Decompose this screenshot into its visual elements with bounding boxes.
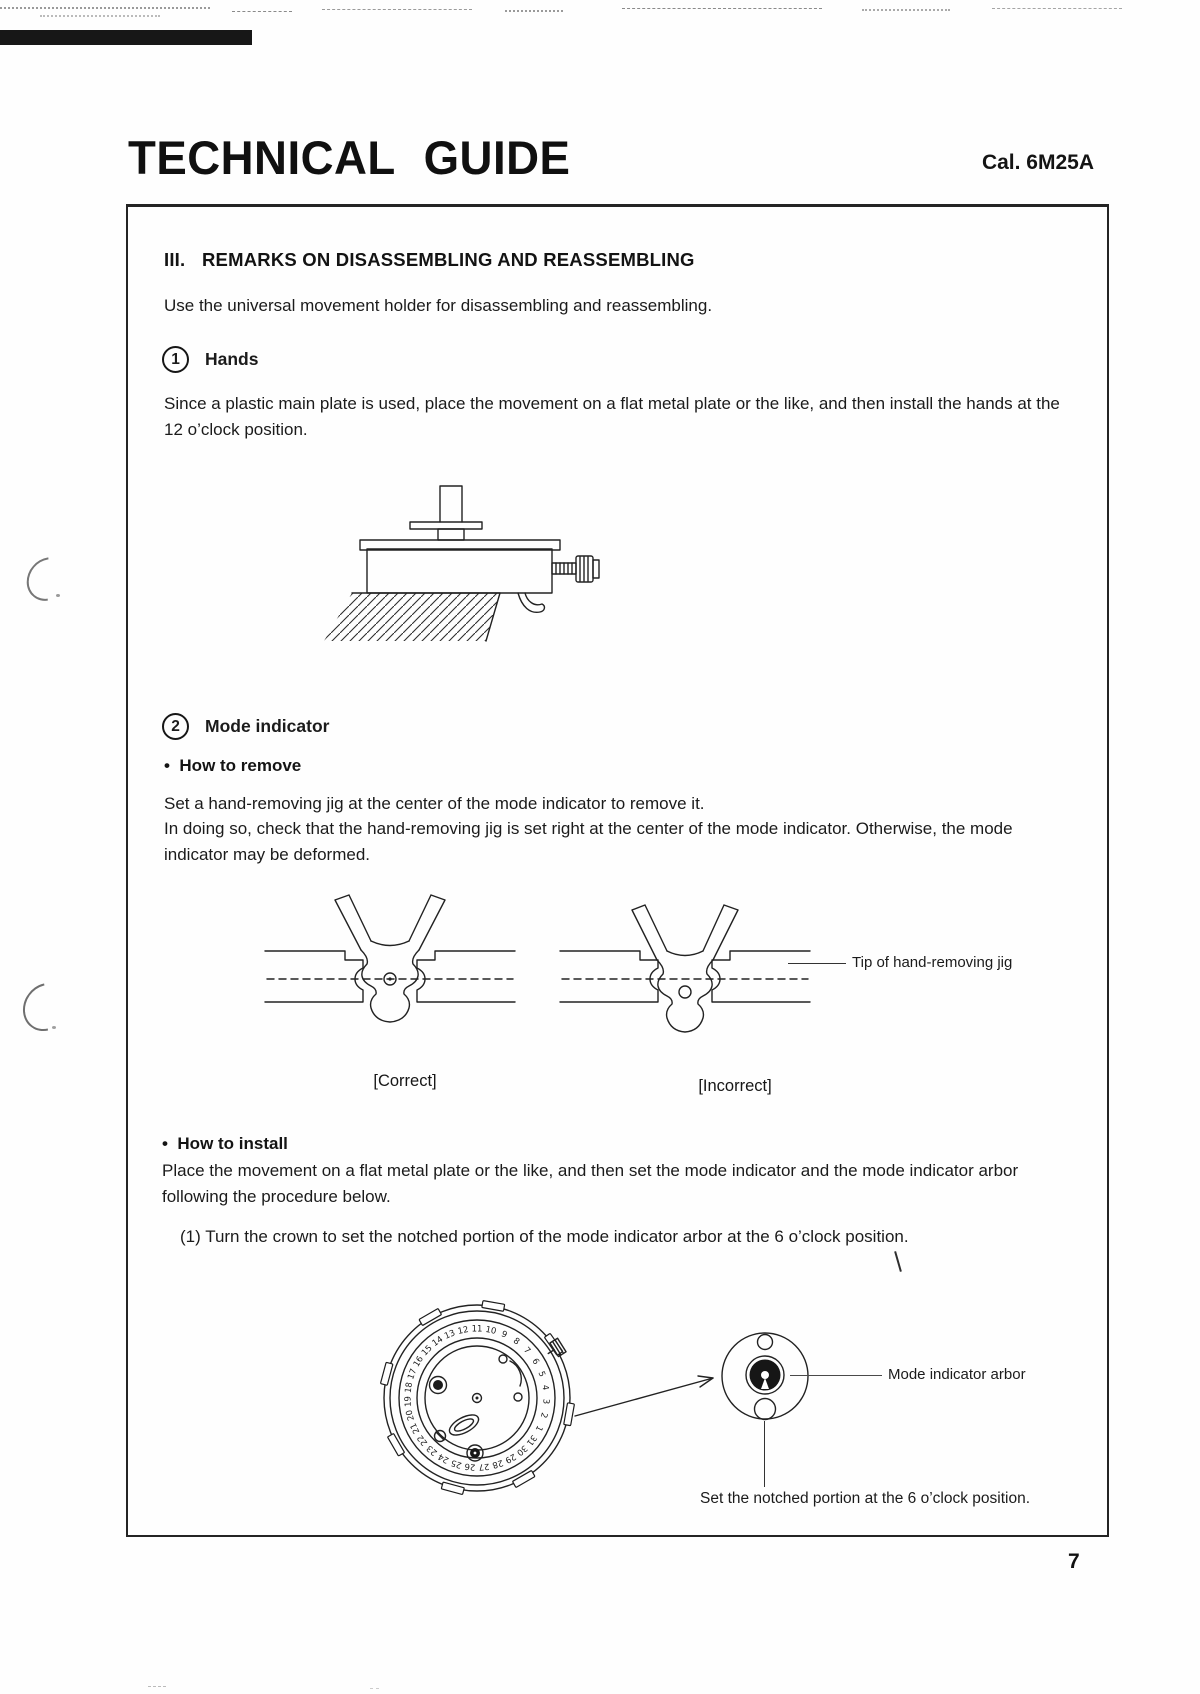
install-step-1: (1) Turn the crown to set the notched portion of the mode indicator arbor at the 6 o’clock position. <box>180 1227 909 1246</box>
svg-text:31: 31 <box>523 1432 539 1448</box>
svg-text:20: 20 <box>404 1408 417 1422</box>
plate-section-left <box>560 951 658 1002</box>
jig-tip-hole <box>679 986 691 998</box>
svg-text:14: 14 <box>430 1334 446 1349</box>
svg-text:2: 2 <box>537 1411 549 1420</box>
svg-text:5: 5 <box>535 1369 547 1379</box>
section-intro: Use the universal movement holder for disassembling and reassembling. <box>164 296 713 315</box>
svg-text:17: 17 <box>406 1367 420 1382</box>
holder-body <box>367 549 552 593</box>
six-oclock-hole <box>755 1399 776 1420</box>
scan-artifact <box>862 9 950 11</box>
svg-text:9: 9 <box>499 1329 509 1341</box>
svg-text:16: 16 <box>411 1354 426 1370</box>
remove-paragraph-line2: In doing so, check that the hand-removing jig is set right at the center of the mode indicator. Otherwise, the mode indicator may be deformed. <box>164 819 1013 864</box>
scan-artifact <box>370 1688 379 1689</box>
svg-text:24: 24 <box>436 1450 451 1465</box>
tip-leader-line <box>788 963 846 964</box>
svg-text:19: 19 <box>403 1395 414 1408</box>
hand-removing-jig <box>335 895 445 1022</box>
movement-date-ring <box>380 1301 574 1495</box>
svg-text:27: 27 <box>478 1460 490 1472</box>
step-mode-indicator-heading <box>162 713 329 740</box>
scan-artifact <box>148 1686 166 1687</box>
scan-artifact <box>622 8 822 9</box>
jig-correct-figure <box>265 888 515 1038</box>
scan-artifact <box>232 11 292 12</box>
svg-text:13: 13 <box>443 1328 457 1342</box>
section-title: REMARKS ON DISASSEMBLING AND REASSEMBLING <box>202 249 695 270</box>
top-hole <box>758 1335 773 1350</box>
svg-text:23: 23 <box>425 1442 440 1458</box>
svg-text:6: 6 <box>529 1356 541 1367</box>
scan-black-bar <box>0 30 252 45</box>
scan-artifact <box>18 549 78 610</box>
svg-text:25: 25 <box>449 1456 464 1470</box>
threaded-shaft <box>552 563 576 574</box>
svg-text:12: 12 <box>456 1324 470 1337</box>
scan-artifact <box>505 10 563 12</box>
hand-setting-post <box>440 486 462 522</box>
svg-text:1: 1 <box>532 1423 545 1433</box>
content-box <box>126 204 1109 1537</box>
plate-section-left <box>265 951 363 1002</box>
section-number: III. <box>164 249 186 270</box>
svg-text:15: 15 <box>419 1343 435 1359</box>
svg-text:10: 10 <box>484 1324 498 1337</box>
svg-text:22: 22 <box>415 1432 431 1448</box>
svg-text:26: 26 <box>464 1460 476 1472</box>
svg-text:30: 30 <box>514 1442 529 1458</box>
svg-text:4: 4 <box>539 1384 551 1392</box>
svg-text:7: 7 <box>521 1345 533 1357</box>
incorrect-label: [Incorrect] <box>698 1077 772 1095</box>
hand-setting-flange <box>410 522 482 529</box>
tip-of-jig-label: Tip of hand-removing jig <box>852 954 1013 971</box>
jig-incorrect-figure <box>560 888 810 1038</box>
svg-text:8: 8 <box>511 1336 522 1348</box>
svg-text:29: 29 <box>503 1450 518 1465</box>
pointer-arrow <box>565 1366 725 1422</box>
hand-removing-jig <box>632 905 738 1032</box>
bullet-icon: • <box>164 756 170 775</box>
holder-hook <box>518 593 544 612</box>
caption-leader-line <box>764 1421 765 1487</box>
page-number: 7 <box>1068 1550 1080 1573</box>
caliber-label: Cal. 6M25A <box>981 151 1094 174</box>
movement-parts <box>430 1355 523 1461</box>
movement-holder-figure <box>322 471 612 641</box>
hands-paragraph: Since a plastic main plate is used, place the movement on a flat metal plate or the like, and then install the hands at the 12 o’clock position. <box>164 394 1060 439</box>
scan-artifact <box>52 1026 56 1029</box>
scan-artifact <box>56 594 60 597</box>
step-2-badge: 2 <box>162 713 189 740</box>
step-1-label: Hands <box>205 349 259 369</box>
correct-label: [Correct] <box>373 1072 437 1090</box>
arbor-label: Mode indicator arbor <box>888 1366 1026 1383</box>
step-hands-heading <box>162 346 258 373</box>
svg-text:18: 18 <box>403 1381 416 1394</box>
scan-artifact <box>14 974 79 1040</box>
svg-text:28: 28 <box>490 1456 505 1470</box>
scan-artifact <box>0 7 210 9</box>
arbor-leader-line <box>790 1375 882 1376</box>
svg-text:3: 3 <box>540 1398 551 1405</box>
plate-section-right <box>417 951 515 1002</box>
arbor-detail-figure <box>708 1328 824 1428</box>
svg-text:11: 11 <box>471 1324 483 1335</box>
install-paragraph: Place the movement on a flat metal plate or the like, and then set the mode indicator and the mode indicator arbor following the procedure below. <box>162 1161 1019 1206</box>
scan-artifact <box>40 15 160 17</box>
bullet-icon: • <box>162 1134 168 1153</box>
step-1-badge: 1 <box>162 346 189 373</box>
page-title: TECHNICAL GUIDE <box>128 131 571 184</box>
plate-section-right <box>712 951 810 1002</box>
how-to-remove-heading: • How to remove <box>164 756 302 775</box>
how-to-install-heading: • How to install <box>162 1134 288 1153</box>
clamp-knob <box>576 556 599 582</box>
arbor-caption: Set the notched portion at the 6 o’clock position. <box>700 1490 1031 1507</box>
remove-paragraph-line1: Set a hand-removing jig at the center of the mode indicator to remove it. <box>164 794 705 813</box>
scan-artifact <box>322 9 472 10</box>
workbench-hatch <box>324 593 500 641</box>
svg-text:21: 21 <box>408 1421 423 1436</box>
scan-artifact <box>992 8 1122 9</box>
step-2-label: Mode indicator <box>205 716 330 736</box>
